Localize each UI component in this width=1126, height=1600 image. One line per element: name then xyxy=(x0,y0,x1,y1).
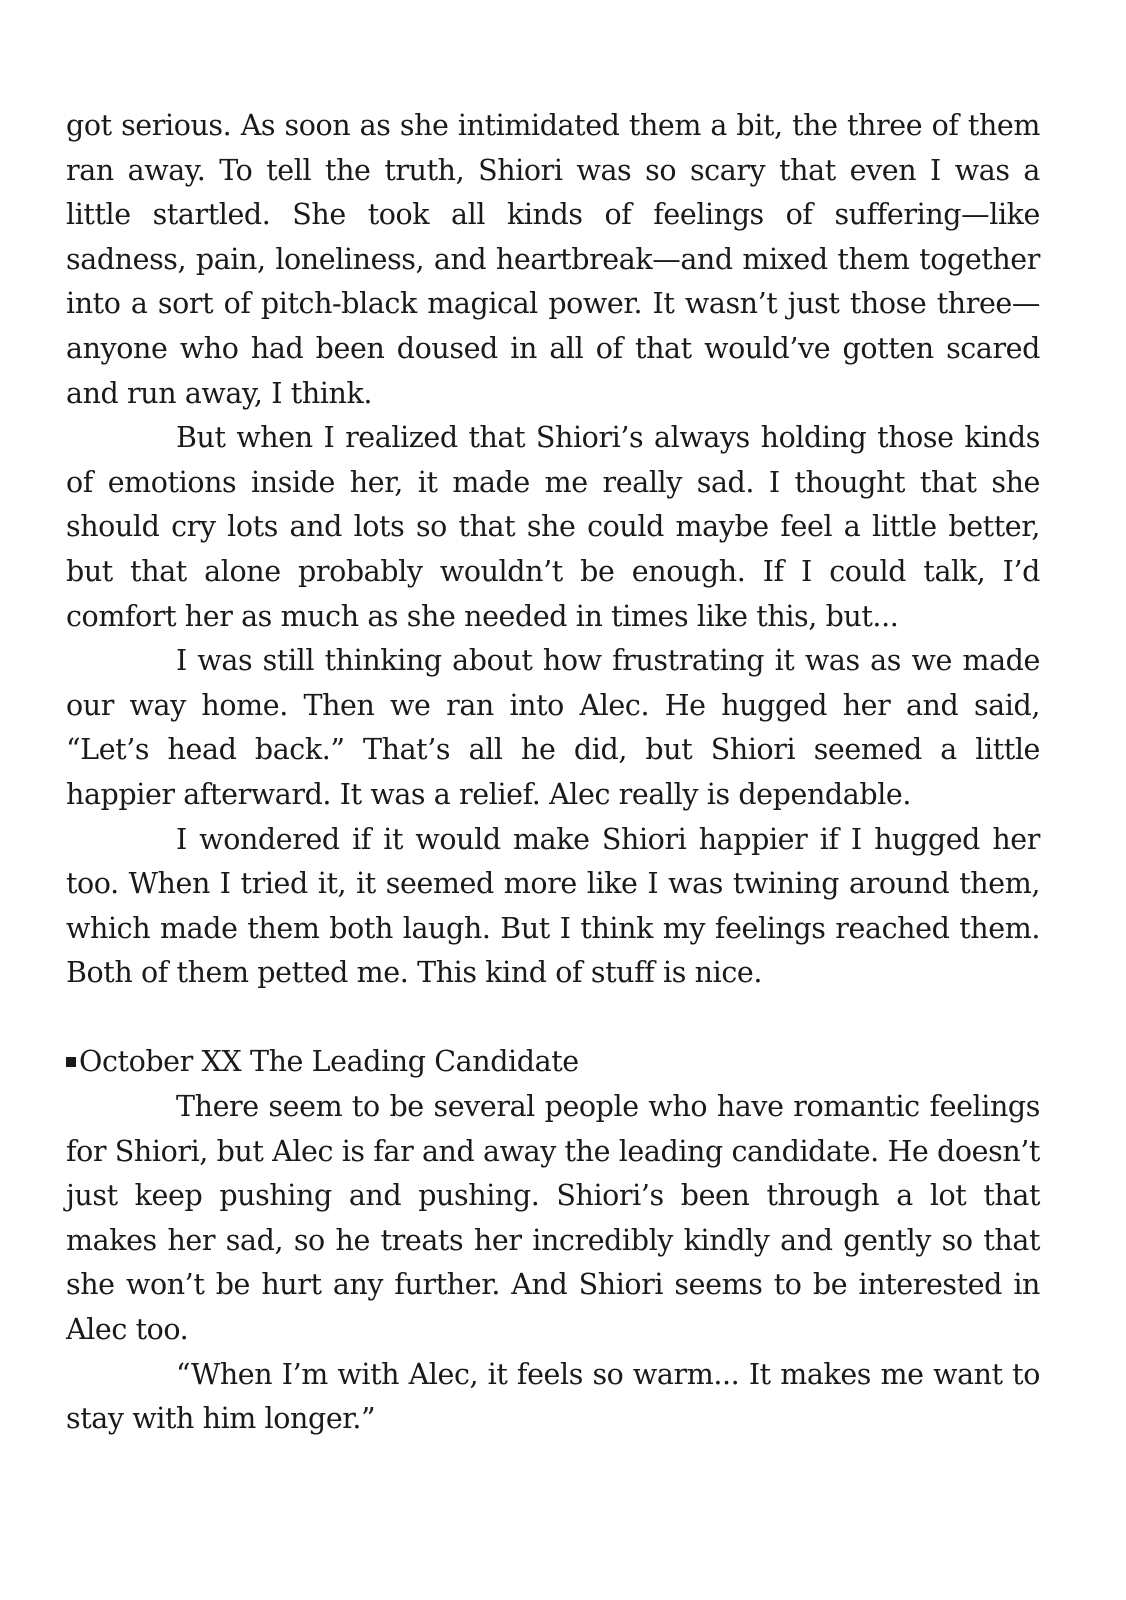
paragraph: But when I realized that Shiori’s always holding those kinds of emotions inside her, it made me really sad. I thought that she should cry lots and lots so that she could maybe feel a little better, but that alone probably wouldn’t be enough. If I could talk, I’d comfort her as much as she needed in times like this, but... xyxy=(66,421,1040,633)
paragraph: There seem to be several people who have romantic feelings for Shiori, but Alec is far and away the leading candidate. He doesn’t just keep pushing and pushing. Shiori’s been through a lot that makes her sad, so he treats her incredibly kindly and gently so that she won’t be hurt any further. And Shiori seems to be interested in Alec too. xyxy=(66,1090,1040,1347)
section-break xyxy=(66,996,1040,1041)
paragraph: “When I’m with Alec, it feels so warm... It makes me want to stay with him longer.” xyxy=(66,1357,1040,1436)
section-heading xyxy=(66,1040,1040,1085)
square-bullet-icon xyxy=(66,1057,76,1067)
section-heading-text: October XX The Leading Candidate xyxy=(79,1045,579,1079)
paragraph: got serious. As soon as she intimidated them a bit, the three of them ran away. To tell the truth, Shiori was so scary that even I was a little startled. She took all kinds of feelings of suffering—like sadness, pain, loneliness, and heartbreak—and mixed them together into a sort of pitch-black magical power. It wasn’t just those three—anyone who had been doused in all of that would’ve gotten scared and run away, I think. xyxy=(66,109,1040,410)
page-body xyxy=(66,104,1040,1442)
paragraph: I wondered if it would make Shiori happier if I hugged her too. When I tried it, it seemed more like I was twining around them, which made them both laugh. But I think my feelings reached them. Both of them petted me. This kind of stuff is nice. xyxy=(66,822,1040,990)
paragraph: I was still thinking about how frustrating it was as we made our way home. Then we ran into Alec. He hugged her and said, “Let’s head back.” That’s all he did, but Shiori seemed a little happier afterward. It was a relief. Alec really is dependable. xyxy=(66,644,1040,811)
